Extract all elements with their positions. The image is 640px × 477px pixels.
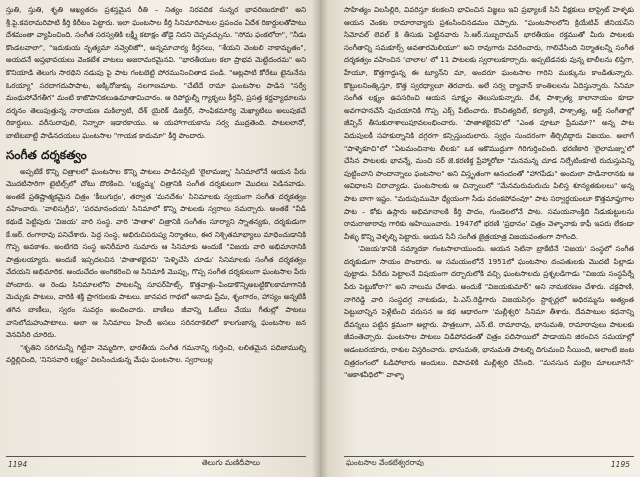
paragraph: సాహిత్యం విలసిల్లిరి, వివరిస్తూ కలకలని భావించిన విజ్ఞలు ఇవి ప్రభ్యాలకే సినీ వీక్షకులు టాప్రైట్ హెళ్ళకు ఆయన వెంకట రామారావ్యారు ప్రశంసించినడమం చెప్పారు. "ఘంటసాలలోని క్రియేటివ్ జీనియస్‌ని సిమోవల్ లెవల్ కి తీసుకు పెట్టినవారు సి.ఆర్.సుబ్బరామన్ భారతీయం రక్తముతో మీరు పాటలకు సంగీతాన్ని సమకూర్స్ అవతారమెలియూ" అని రావుగారు వివరించారు, గాలివేసింది నిర్మాతలన్నీ సంగీత దర్శకత్వం వహించిన 'చాలాల' లో 11 పాటలకు స్వరాలుకూర్చారు. అప్పటిడనకు వున్న టాలీలను లిప్తిగా, హేయూ, కొత్తగాద్దున్న ఈ ట్యూన్‌ని మా, అందరూ ఘంటసాల గారిని ముక్కును కాండితున్నారు. కొట్టులనింత్కిస్తూ, కొత్త స్వరధ్యాలూ తెరచారు. అలే సర్వ ద్యావాన్ కాంతిలలను ఏదిస్తున్నారు. సినిమా సంగీత లక్ష్యం ఉపసరించి ఆయన సూక్ష్మం తెలుసుకున్నారు. దేశ, పాశ్చాత్య కాలానాయం కూడా అవగాహనచేసే పుచయానికి గొప్ప ఎక్స్ పేటించారు. కొంచిత్యదిల్, కల్యాణీ, పాశ్చాత్య, ఆర్ట్ సంగీతాల్లో జీవ్పిన్ తీసుకురాశాలుపూవలంభించారు. 'పాతాళభైరవి'లో "ఎంత పూటూ ప్రేమమా?" అన్న పాట విదుపులకీ సహకుర్నానికి దగ్గరగా కన్సిస్తుందులారు. స్వర్గం సుందరంగా తీర్చిదిద్దారు విజయం. అలాగే "పాళ్ళెకూచి"లో "ఏటమంచినాట లీలకు" ఒక ఆకొముద్దుగా గిరిగుర్తించింది. భరణికారి 'లైలామజ్ను'లో చేసిన పాటలకు భావన్నే, మంచి సర్ జె.కరణిక్త ప్రేహ్మారోటా "మనమన్న చూడ నిల్పేటింకూటి రుదుస్తుపెన్ని పుట్టించాని పొందాన్నాలు ఫంటసాల" అని విస్తృతంగా ఆనందంతో "హాగపేడు" అందులా పాడినారానకు ఆ ఆవిధాలని చిరాచ్యాడు. ఘంటసాలకు ఆ చిన్నాలులో "మేనమరుమరుచు పిలిస్త శూన్యతకులలు" అన్న పాట బాగా ఇష్టం. "మరుపుముమో ధ్యేయంగా సీడు వరంకపోవంవూ" పాట సర్వార్థయంలూ కొత్తమాఫ్తుగాల పాట – కోకు ఉస్లారు అభిమానాలకి కీర్తి పాదం, గుండెలలోనే పాట. సమయనాంక్తిది నీడుకుట్టులను రామరాజారావు గారికు ఆహియించారు. 1947లో భరణి 'ప్రధానం' చిత్రం వెళ్ళానాకు కాఫీ ఇపరు లేకండా వీళ్ళు కొన్ని వెళ్ళల్ని పెట్టారు. ఆయన సినీ సంగీత జైత్రయాత్ర విజయవంతంగా సాగింది. (344, 5, 634, 241)
running-head: ఘంటసాల వేంకటేశ్వరరావు (346, 458, 424, 467)
running-head: తెలుగు మణిదీపాలు (201, 458, 260, 467)
paragraph: "శృతిని సరిగమన్నీ గిట్టినా నెమ్మదిగా, భారతీయ సంగీత గమనాన్ని గుర్తించి, లలితమైన పదిజాముల్ని వర్ణిల్లిచింది, 'నినిసవారి లక్ష్యం' విలసించుకున్న మేఘ ఘంటసాల. స్వరాలుల్ల (6, 342, 306, 365)
paragraph: 'విజయ'కానికి సమ్మాదకా గంటసాలాయుందు. ఆయన సెటినా బ్రాకేటినే 'విజయ' సంస్థలో సంగీత దర్శకుడుగా సాయం పొందారు. ఆ సమయంలోనే 1951లో ఘంటసాల దంపతులకు మొదటి పిల్లాడు పుట్టాడు. పేరేదు పెట్టాలనే విషయంగా దర్బారులోకి వచ్చి ఘంటసాలదు ప్రశ్నలడిగాడు "విజయ సంస్థపేర్నే పేరు పెట్టుకోరా?" అని నాలుమ చేశాడు. అందుకే "విజయకుమార్" అని నామకరణం చేశారు. చక్రపాణి, నాగిరెడ్డి వారి సంస్థదగ్గ నాటకుడు, పి.ఎస్.రెడ్డిగారు విజయసిగ్గం స్టాక్చర్లలో అధిరమ్మను అత్యంత పెట్టుబాన్నిన పెళ్లేటించి వరుసన ఆ కథ ఆధారంగా 'మల్లీశ్వరి' సినిమా తీశారు. దేవపాటుల కధనాన్ని దేవన్నలు పట్టిన క్రమంగా అల్లారు. పాత్రలుగా, ఎన్‌.టి. రామారావు, భానుమతి, రామారావులు పాటలకు జీవంతెచ్చారు. ఘంటసాల పాటలు విడిపోవడంతో చిత్రం పదిసాయిలో పాడాయని జిరంచిన సమయాల్లో ఆడంబరయారు, రాశుల విస్తరించారు. భానుమతి, భానుమతి పాటల్ని దిగుమంచి సీయింది, అలాంటి జంట చిత్రరంగంలో ఓడిపోలారు అందులు. దిపావళికి మల్లీశ్వరి చేసింది. "మనసున మల్లెల మాలలూగెనే" "ఆకాశవీధిలో" వాళ్ళా (344, 244, 634, 380)
right-page (320, 0, 640, 477)
page-number: 1195 (610, 460, 630, 469)
page-number: 1194 (8, 460, 28, 469)
paragraph: అప్పటికే కొన్ని చిత్రాలలో ఘంటసాల కొన్ని పాటలు పాడినప్పటి 'లైలామజ్ను' సినిమాలోనే ఆయన పేరు మొదటిసారిగా టైటిల్స్‌లో చోటు దొరకించి. 'లక్ష్యమ్మ' చిత్రానికి సంగీత దర్శకులుగా మొదలు పెడినవాడు. అంతకే ప్రతిష్టాత్మకమైన చిత్రం 'కీలుగుర్రం', తర్వాత 'మనదేశం' సినిమాలకు స్వయంగా సంగీత దర్శకత్వం వహించారు. 'వాలిసుగ్రీవ', 'పరమానందయ' సినిమాలో కొన్ని పాటలకు స్వరాలు సమర్చారు. అంతకే "వీడి కథుడే పెట్టిపురు 'విజయ' వారి సంస్థ. వారి 'పాతాళ' చిత్రానికి సంగీతం సూర్యాని స్నాతన్యకు, దర్శకుడుగా కే.ఆర్‌. రంగారావు పనిచేశారు. పెద్ద సంస్థ, అభిరుచిపరుష్య నిర్మాతలు, ఈర నిశ్చితమాభ్యాలు మాధించుడానికి గొప్ప అవకాశం. అంటిగది సంస్థ అనిరీమారి సుమారు ఆ సినిమాకు అందుకే "విజయ వారి అభిమానానికి పాత్రులయ్యారు. అందుకే ఇప్పదలచిన 'పాతాళభైరవి' 'పెళ్ళిచేసి చూడు' సినిమాలకు సంగీత దర్శకత్వం వేదయని అభిమారిక. అందుచేదం అంగికరించి ఆ సినిమాకి మొప్పు, గొప్ప సంగీత దర్శకులుగా ఘంటసాల పేరు పోందారు. ఆ రెండు సినిమాలలోని పాటలన్నీ సూపర్‌హిట్స్. కొత్తవాళ్లు–పిండాకొన్నిఅబట్టికొలకామాగానికి మెచ్చుకు పాటలు, వారికి శక్తి ప్రాగరులకు పాటలు. జానపద గాథలో ఆనాడు ప్రేమ, శృంగారం, హాస్యం అన్నటికీ తగిన బాణీలు, స్వరం సువర్గం అందించారు. బాణీలు జీవాన్ని ఓటేలు వేయు గీతుల్లో పాటలు వాసెలోచుహుపాటాలు. అలా ఆ సినిమాలు హిందీ అసలు సరినరాకెలిలో కాలగుజాన్న ఘంటసాల జన వెనవిసిరి చూరిరు. (6, 166, 306, 340)
paragraph: స్తుతి, స్తుతి, శృతి ఆఖ్యతరం ప్రశస్తమైన రీతి – నిత్యం నిరవదిక సున్నర భావరిణురూటి" అని శ్రీ.పై.కవరామరిపాటి కీర్తి కిరీటం పెట్టారు. ఇలా ఘంటసాల కీర్తి సినిమారిపాటల ప్రపంచం ఏదేశ రికార్డులతోపాటు దేశమంతా వ్యాపించింది. సంగీత సరస్వతికి లక్ష్మీ కటాక్షం తోడై నిదని చెప్పవచ్చును. "సోమ ఫంకలోరా", "నీడు కొండలవాలా", "ఇదుకుయ నృత్యమా నవ్వెలిజో", అన్నమాచార్య కీర్తనలు, "శేయని వెంటలి నాకామృతం", అయదనే అప్తభావయలు వెంకటేశ వాటలు అజరామరమైనవి. "భారతీయుల కలా ప్రాభవ మెట్టిదంరమ" అని కొనియాడి తెలుగు సారథిని నడుపు పై పాట గంటబెట్టి పోరమునించితాడ పండి. "ఆట్లపాటి కోరేటు టైనునేను ఓరయ్యా" సరదాగదుపాపాట, అక్కిరోజుక్కు నలగాణమాట. "చేటేదే రామా ఘంటసాల పాడిన "సర్వే మంధుసోవేగతీగ" మంటి కాజొపానికలుఉమాతామిచారం. ఆ రిపోర్జుల్నీ గ్యాకృలు కీర్తనీ, ప్రసత్త కర్ణవ్యాధూలను దర్శనం తెలుపుత్తున్న నారాయణ మకిల్వాటి, దేశ్ యైరిక్ డిజర్తీర్, సాంఫికమార్యి మెఖ్యాటిలు అలుపుకచే రికార్డులు. వరీసురావులి, నిన్నారా ఇడారకాయు. ఆ యహాగాయకాను సర్వ ముద్రతెంది. పాటలలానో, బాటిటబాట్టి పాడినదయలు ఘంటసాల "గాయక కాదుమా" కీర్తి పొందారు. (6, 5, 306, 140)
footer-rule (6, 456, 306, 457)
left-page-text (6, 4, 306, 367)
footer-rule (344, 456, 634, 457)
section-heading: సంగీత దర్శకత్వం (6, 147, 87, 162)
right-page-text (344, 4, 634, 382)
book-gutter (312, 0, 328, 477)
